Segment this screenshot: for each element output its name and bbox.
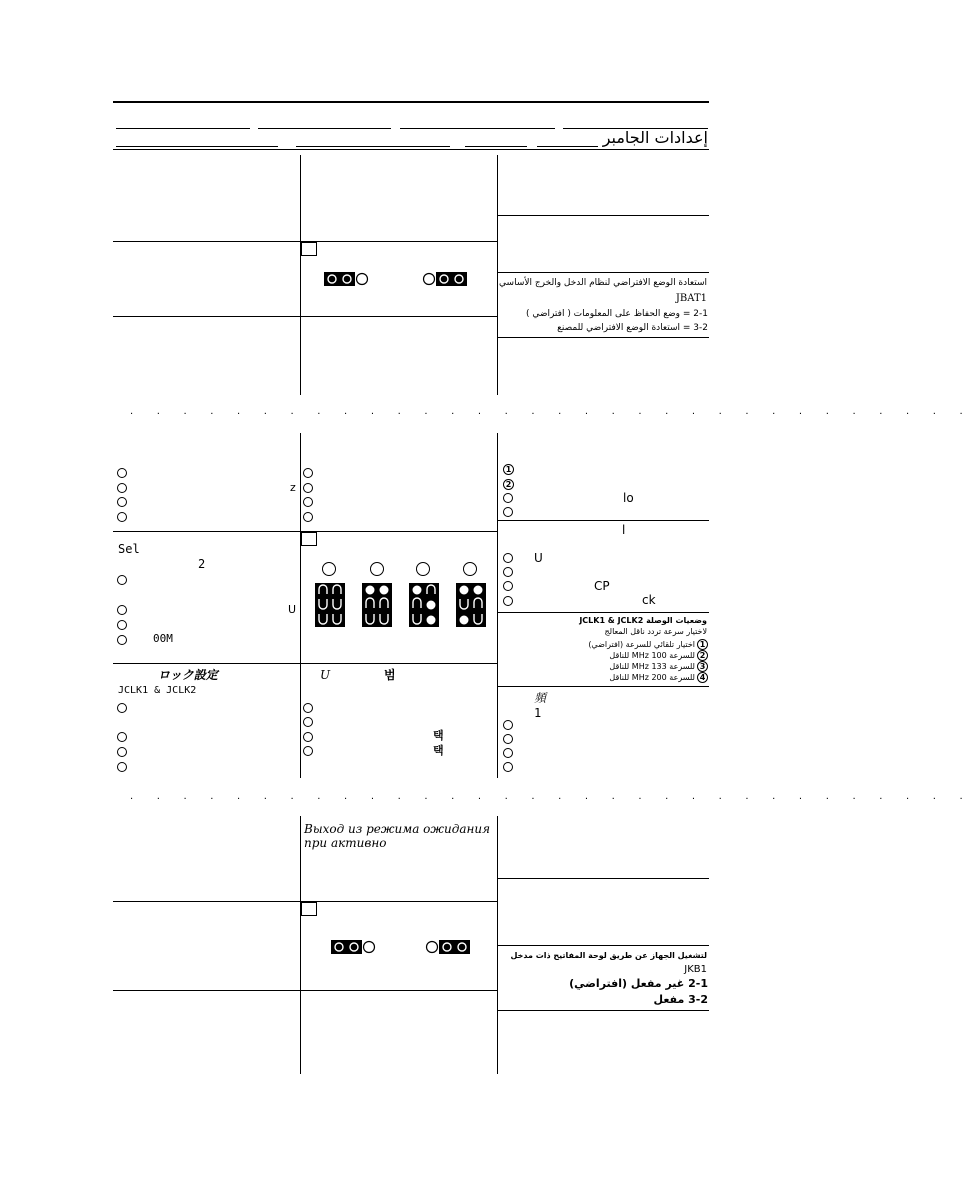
lang-underline <box>465 146 527 147</box>
option-circle <box>303 746 313 756</box>
header-rule <box>113 149 709 150</box>
jkb-title: لتشغيل الجهاز عن طريق لوحة المفاتيح ذات مدخل <box>510 951 707 960</box>
ko-title-u: U <box>320 668 331 682</box>
option-circle <box>117 703 127 713</box>
option-circle <box>303 732 313 742</box>
pin1-marker <box>301 532 317 546</box>
option-circle <box>303 497 313 507</box>
option-circle <box>503 553 513 563</box>
item-z: z <box>290 481 296 494</box>
option-circle <box>503 581 513 591</box>
jp-title: ロック設定 <box>158 668 218 682</box>
jkb-option-1: 2-1 غير مفعل (افتراضي) <box>569 977 708 990</box>
column-divider <box>300 816 301 1074</box>
row-divider <box>497 520 709 521</box>
lang-underline <box>537 146 598 147</box>
option-circle <box>503 493 513 503</box>
jclk-option-3-ar: للسرعة 133 MHz للناقل <box>609 662 695 671</box>
jumper-1-2-diagram <box>324 272 370 286</box>
item-l: l <box>622 523 626 537</box>
option-circle <box>503 507 513 517</box>
lang-underline <box>296 146 450 147</box>
setting-circle <box>416 562 430 576</box>
option-circle <box>117 468 127 478</box>
jumper-1-2-diagram <box>331 940 377 954</box>
item-lo: lo <box>623 491 634 505</box>
setting-circle <box>322 562 336 576</box>
jclk-subtitle-ar: لاختيار سرعة تردد ناقل المعالج <box>604 627 707 636</box>
jbat-name: JBAT1 <box>675 293 707 304</box>
row-divider <box>497 337 709 338</box>
option-circle <box>117 575 127 585</box>
jclk-names: JCLK1 & JCLK2 <box>118 685 197 696</box>
option-circle <box>303 468 313 478</box>
jumper-matrix-100mhz <box>362 583 392 627</box>
option-circle <box>117 620 127 630</box>
option-circle <box>117 512 127 522</box>
number-2-circle: 2 <box>503 479 514 490</box>
number-3-circle: 3 <box>697 661 708 672</box>
option-circle <box>117 497 127 507</box>
option-circle <box>303 483 313 493</box>
dotted-separator: . . . . . . . . . . . . . . . . . . . . . . . . . . . . . . . . <box>130 791 973 802</box>
option-circle <box>503 596 513 606</box>
pin1-marker <box>301 242 317 256</box>
option-circle <box>117 635 127 645</box>
option-circle <box>303 512 313 522</box>
column-divider <box>497 433 498 778</box>
jumper-matrix-200mhz <box>456 583 486 627</box>
row-divider <box>497 878 709 879</box>
ko-title-b: 범 <box>384 668 396 682</box>
lang-underline <box>116 128 250 129</box>
row-divider <box>497 612 709 613</box>
lang-underline <box>258 128 391 129</box>
top-rule <box>113 101 709 103</box>
column-divider <box>300 155 301 395</box>
jumper-2-3-diagram <box>424 940 470 954</box>
ko-text-1: 택 <box>433 729 444 742</box>
column-divider <box>497 155 498 395</box>
column-divider <box>300 433 301 778</box>
setting-circle <box>463 562 477 576</box>
dotted-separator: . . . . . . . . . . . . . . . . . . . . . . . . . . . . . . . . <box>130 406 973 417</box>
item-cp: CP <box>594 579 610 593</box>
option-circle <box>117 605 127 615</box>
item-u: U <box>288 603 297 616</box>
option-circle <box>303 703 313 713</box>
option-circle <box>503 720 513 730</box>
jkb-option-2: 3-2 مفعل <box>653 993 708 1006</box>
option-circle <box>117 732 127 742</box>
option-circle <box>503 734 513 744</box>
jumper-matrix-133mhz <box>409 583 439 627</box>
item-00m: 00M <box>153 632 173 645</box>
row-divider <box>497 686 709 687</box>
ru-text: Выход из режима ожидания при активно <box>304 822 491 850</box>
number-1-circle: 1 <box>697 639 708 650</box>
row-divider <box>113 990 497 991</box>
jbat-option-2: 3-2 = استعادة الوضع الافتراضي للمصنع <box>557 323 708 333</box>
option-circle <box>503 567 513 577</box>
row-divider <box>497 1010 709 1011</box>
number-2-circle: 2 <box>697 650 708 661</box>
row-divider <box>497 945 709 946</box>
row-divider <box>497 272 709 273</box>
lang-underline <box>116 146 278 147</box>
item-u-right: U <box>534 551 543 565</box>
option-circle <box>117 762 127 772</box>
option-circle <box>117 483 127 493</box>
pin1-marker <box>301 902 317 916</box>
jbat-option-1: 2-1 = وضع الحفاظ على المعلومات ( افتراضي ) <box>525 309 708 319</box>
jumper-matrix-auto <box>315 583 345 627</box>
row-divider <box>113 663 497 664</box>
zh-subtitle: 1 <box>534 706 542 720</box>
page-title: إعدادات الجامبر <box>602 128 708 147</box>
option-circle <box>303 717 313 727</box>
jclk-title-ar: وضعيات الوصلة JCLK1 & JCLK2 <box>579 616 707 625</box>
zh-title: 頻 <box>534 691 547 705</box>
jclk-option-2-ar: للسرعة 100 MHz للناقل <box>609 651 695 660</box>
ko-text-2: 택 <box>433 744 444 757</box>
number-4-circle: 4 <box>697 672 708 683</box>
jbat-title: استعادة الوضع الافتراضي لنظام الدخل والخرج الأساسي <box>499 278 707 288</box>
lang-underline <box>400 128 555 129</box>
row-divider <box>113 316 497 317</box>
option-circle <box>503 762 513 772</box>
setting-circle <box>370 562 384 576</box>
item-ck: ck <box>642 593 656 607</box>
jclk-option-4-ar: للسرعة 200 MHz للناقل <box>609 673 695 682</box>
jkb-name: JKB1 <box>684 964 707 975</box>
jclk-option-1-ar: اختيار تلقائي للسرعة (افتراضي) <box>588 640 695 649</box>
jumper-2-3-diagram <box>421 272 467 286</box>
option-circle <box>503 748 513 758</box>
option-circle <box>117 747 127 757</box>
number-1-circle: 1 <box>503 464 514 475</box>
item-2: 2 <box>198 557 206 571</box>
row-divider <box>497 215 709 216</box>
item-sel: Sel <box>118 542 140 556</box>
